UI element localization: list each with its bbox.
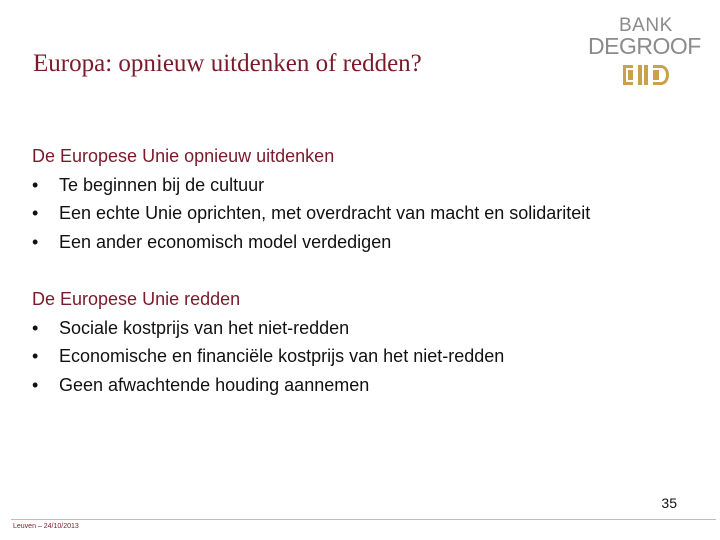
list-item-text: Sociale kostprijs van het niet-redden xyxy=(59,317,350,338)
footer-divider xyxy=(11,519,716,520)
section-reinvent xyxy=(32,142,590,256)
bullet-glyph: • xyxy=(32,174,39,195)
bullet-glyph: • xyxy=(32,317,39,338)
logo-text-bank: BANK xyxy=(619,15,673,36)
list-item xyxy=(32,199,590,228)
section-heading: De Europese Unie redden xyxy=(32,289,241,309)
bullet-glyph: • xyxy=(32,231,39,252)
list-item-text: Te beginnen bij de cultuur xyxy=(59,174,265,195)
section-rescue xyxy=(32,285,504,399)
logo-text-degroof: DEGROOF xyxy=(588,33,701,59)
list-item-text: Economische en financiële kostprijs van het niet-redden xyxy=(59,346,505,367)
slide-title: Europa: opnieuw uitdenken of redden? xyxy=(33,50,422,77)
bullet-glyph: • xyxy=(32,203,39,224)
section-heading: De Europese Unie opnieuw uitdenken xyxy=(32,146,335,166)
list-item xyxy=(32,314,504,343)
list-item xyxy=(32,171,590,200)
list-item-text: Een ander economisch model verdedigen xyxy=(59,231,392,252)
list-item-text: Een echte Unie oprichten, met overdracht van macht en solidariteit xyxy=(59,203,591,224)
bullet-glyph: • xyxy=(32,346,39,367)
bank-degroof-logo xyxy=(583,14,703,94)
list-item-text: Geen afwachtende houding aannemen xyxy=(59,374,370,395)
list-item xyxy=(32,228,590,257)
footer-location-date: Leuven – 24/10/2013 xyxy=(13,523,79,530)
list-item xyxy=(32,342,504,371)
page-number: 35 xyxy=(661,495,677,511)
bullet-glyph: • xyxy=(32,374,39,395)
list-item xyxy=(32,371,504,400)
logo-mark-icon xyxy=(621,62,671,88)
